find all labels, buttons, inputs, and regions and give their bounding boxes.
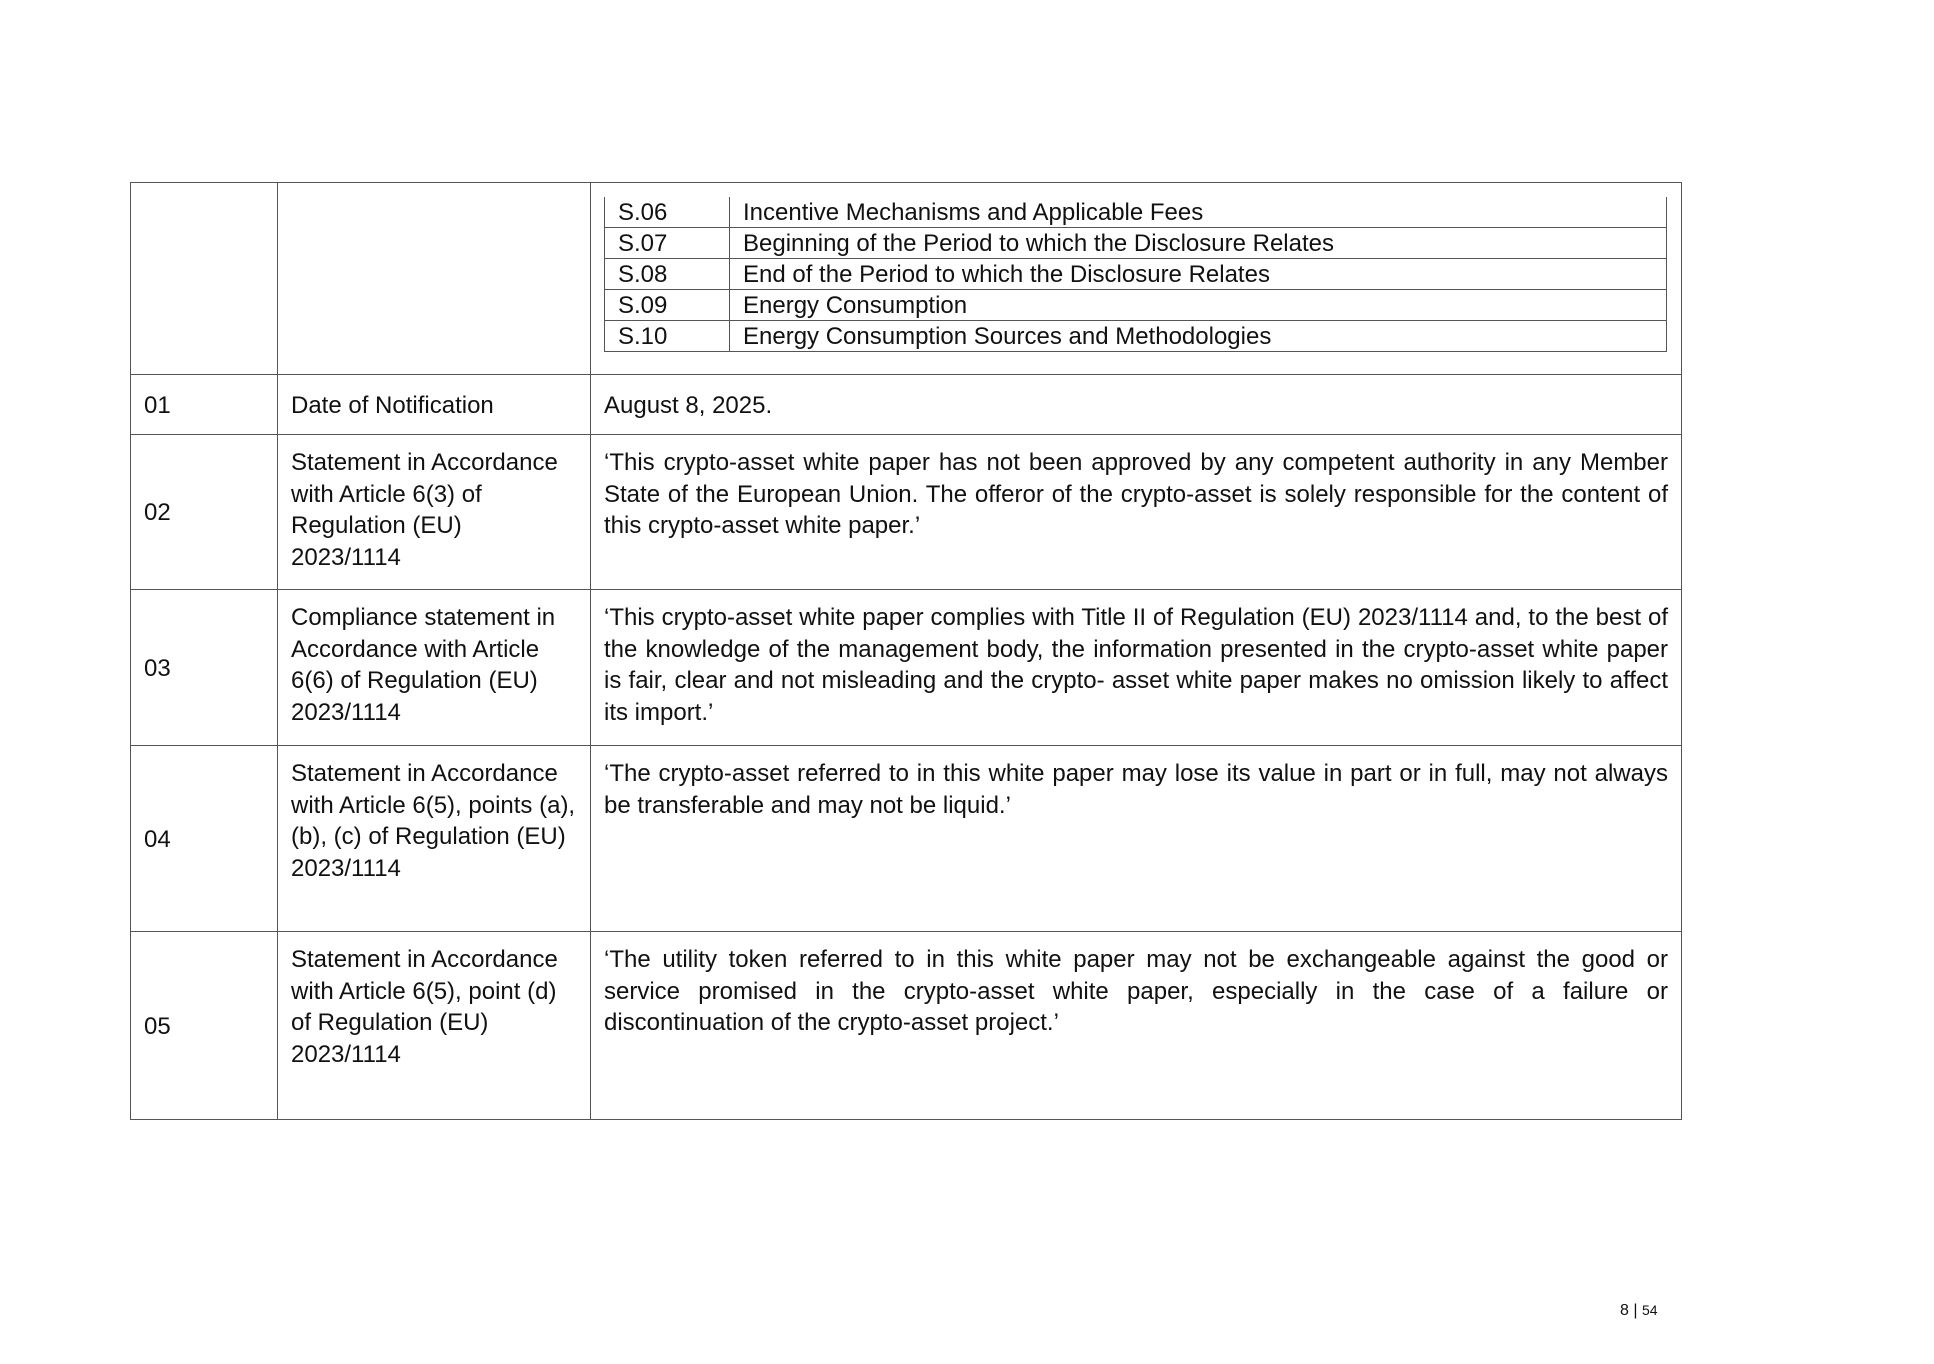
row-number: 05 <box>131 932 278 1120</box>
row-number: 04 <box>131 746 278 932</box>
field-content: ‘This crypto-asset white paper complies with Title II of Regulation (EU) 2023/1114 and, to the best of the knowledge of the management body, the information presented in the crypto-asset white paper is fair, clear and not misleading and the crypto- asset white paper makes no omission likely to affect its import.’ <box>591 590 1682 746</box>
code: S.07 <box>605 228 730 259</box>
page-separator: | <box>1633 1302 1638 1319</box>
field-name: Compliance statement in Accordance with Article 6(6) of Regulation (EU) 2023/1114 <box>278 590 591 746</box>
sub-table-row <box>605 228 1667 259</box>
label: Incentive Mechanisms and Applicable Fees <box>730 197 1667 228</box>
field-name: Statement in Accordance with Article 6(3) of Regulation (EU) 2023/1114 <box>278 435 591 590</box>
field-content: ‘The utility token referred to in this white paper may not be exchangeable against the good or service promised in the crypto-asset white paper, especially in the case of a failure or discontinuation of the crypto-asset project.’ <box>591 932 1682 1120</box>
disclosure-table <box>130 182 1682 1120</box>
row-number: 01 <box>131 375 278 435</box>
row-number: 02 <box>131 435 278 590</box>
table-row <box>131 932 1682 1120</box>
current-page: 8 <box>1620 1302 1629 1319</box>
field-content: ‘The crypto-asset referred to in this white paper may lose its value in part or in full, may not always be transferable and may not be liquid.’ <box>591 746 1682 932</box>
table-row <box>131 590 1682 746</box>
empty-cell <box>131 183 278 375</box>
field-content: August 8, 2025. <box>591 375 1682 435</box>
sub-table-row <box>605 321 1667 352</box>
code: S.08 <box>605 259 730 290</box>
field-name: Date of Notification <box>278 375 591 435</box>
field-name: Statement in Accordance with Article 6(5), points (a), (b), (c) of Regulation (EU) 2023/1114 <box>278 746 591 932</box>
sub-table-row <box>605 197 1667 228</box>
code: S.09 <box>605 290 730 321</box>
label: Beginning of the Period to which the Disclosure Relates <box>730 228 1667 259</box>
label: End of the Period to which the Disclosure Relates <box>730 259 1667 290</box>
empty-cell <box>278 183 591 375</box>
code: S.06 <box>605 197 730 228</box>
sub-table <box>604 197 1667 352</box>
table-row <box>131 375 1682 435</box>
row-number: 03 <box>131 590 278 746</box>
field-name: Statement in Accordance with Article 6(5), point (d) of Regulation (EU) 2023/1114 <box>278 932 591 1120</box>
sub-table-row <box>605 290 1667 321</box>
label: Energy Consumption Sources and Methodologies <box>730 321 1667 352</box>
page-number <box>1620 1302 1658 1320</box>
table-row <box>131 183 1682 375</box>
total-pages: 54 <box>1641 1302 1658 1318</box>
sub-table-row <box>605 259 1667 290</box>
table-row <box>131 746 1682 932</box>
field-content: ‘This crypto-asset white paper has not been approved by any competent authority in any Member State of the European Union. The offeror of the crypto-asset is solely responsible for the content of this crypto-asset white paper.’ <box>591 435 1682 590</box>
code: S.10 <box>605 321 730 352</box>
label: Energy Consumption <box>730 290 1667 321</box>
sub-table-cell <box>591 183 1682 375</box>
table-row <box>131 435 1682 590</box>
